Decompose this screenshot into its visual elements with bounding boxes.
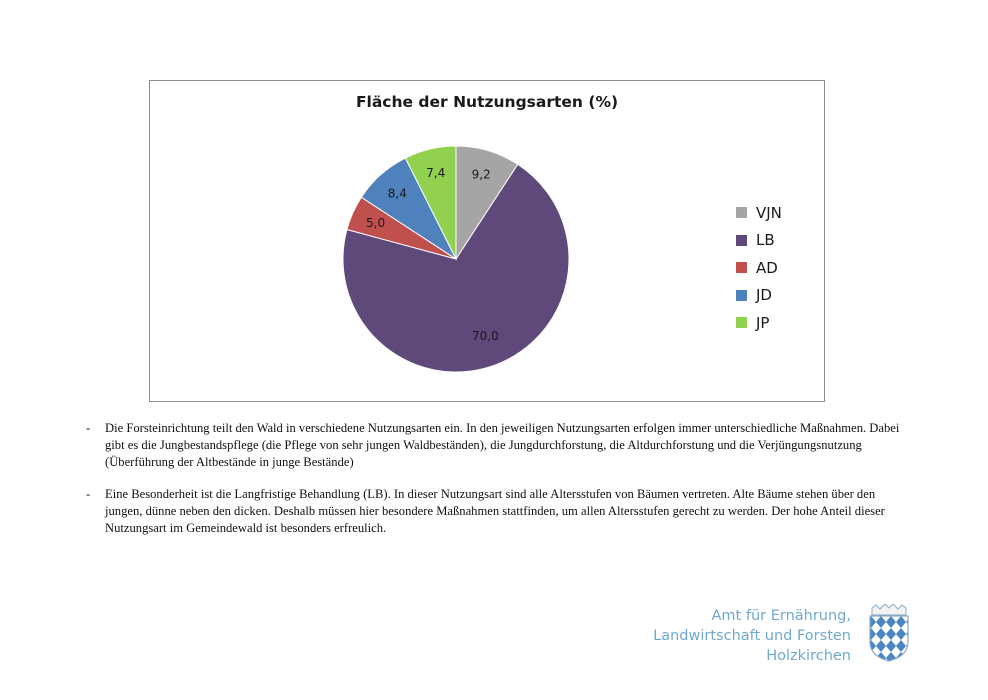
office-name — [653, 606, 851, 666]
chart-title: Fläche der Nutzungsarten (%) — [355, 93, 619, 111]
legend-swatch — [736, 235, 747, 246]
data-label-vjn: 9,2 — [471, 167, 491, 182]
office-name-line2: Landwirtschaft und Forsten — [653, 628, 851, 644]
legend-label: LB — [756, 231, 775, 250]
legend-item-jp — [736, 309, 782, 337]
legend-item-jd — [736, 282, 782, 310]
data-label-jd: 8,4 — [387, 186, 407, 201]
legend-label: VJN — [756, 203, 782, 222]
legend-item-ad — [736, 254, 782, 282]
legend-label: JD — [756, 286, 772, 305]
data-label-jp: 7,4 — [426, 166, 446, 181]
pie-chart — [150, 81, 824, 401]
data-label-lb: 70,0 — [472, 329, 499, 344]
description-list — [86, 420, 906, 552]
data-label-ad: 5,0 — [366, 215, 386, 230]
bullet-text: Die Forsteinrichtung teilt den Wald in verschiedene Nutzungsarten ein. In den jeweiligen Nutzungsarten erfolgen immer unterschiedliche Maßnahmen. Dabei gibt es die Jungbestandspflege (die Pflege von sehr jungen Waldbeständen), die Jungdurchforstung, die Altdurchforstung und die Verjüngungsnutzung (Überführung der Altbestände in junge Bestände) — [105, 421, 900, 469]
legend-swatch — [736, 317, 747, 328]
list-item — [86, 486, 906, 537]
bullet-dash: - — [86, 421, 91, 435]
legend-swatch — [736, 290, 747, 301]
list-item — [86, 420, 906, 471]
legend-label: AD — [756, 258, 778, 277]
bullet-text: Eine Besonderheit ist die Langfristige Behandlung (LB). In dieser Nutzungsart sind alle Altersstufen von Bäumen vertreten. Alte Bäume stehen über den jungen, dünne neben den dicken. Deshalb müssen hier besondere Maßnahmen stattfinden, um allen Altersstufen gerecht zu werden. Der hohe Anteil dieser Nutzungsart im Gemeindewald ist besonders erfreulich. — [105, 487, 885, 535]
bullet-dash: - — [86, 487, 91, 501]
chart-legend — [736, 199, 782, 337]
chart-frame — [149, 80, 825, 402]
office-name-line3: Holzkirchen — [766, 648, 851, 664]
legend-item-lb — [736, 227, 782, 255]
legend-swatch — [736, 262, 747, 273]
legend-item-vjn — [736, 199, 782, 227]
office-name-line1: Amt für Ernährung, — [711, 608, 851, 624]
legend-label: JP — [756, 313, 770, 332]
bavarian-crest-icon — [866, 604, 912, 662]
legend-swatch — [736, 207, 747, 218]
